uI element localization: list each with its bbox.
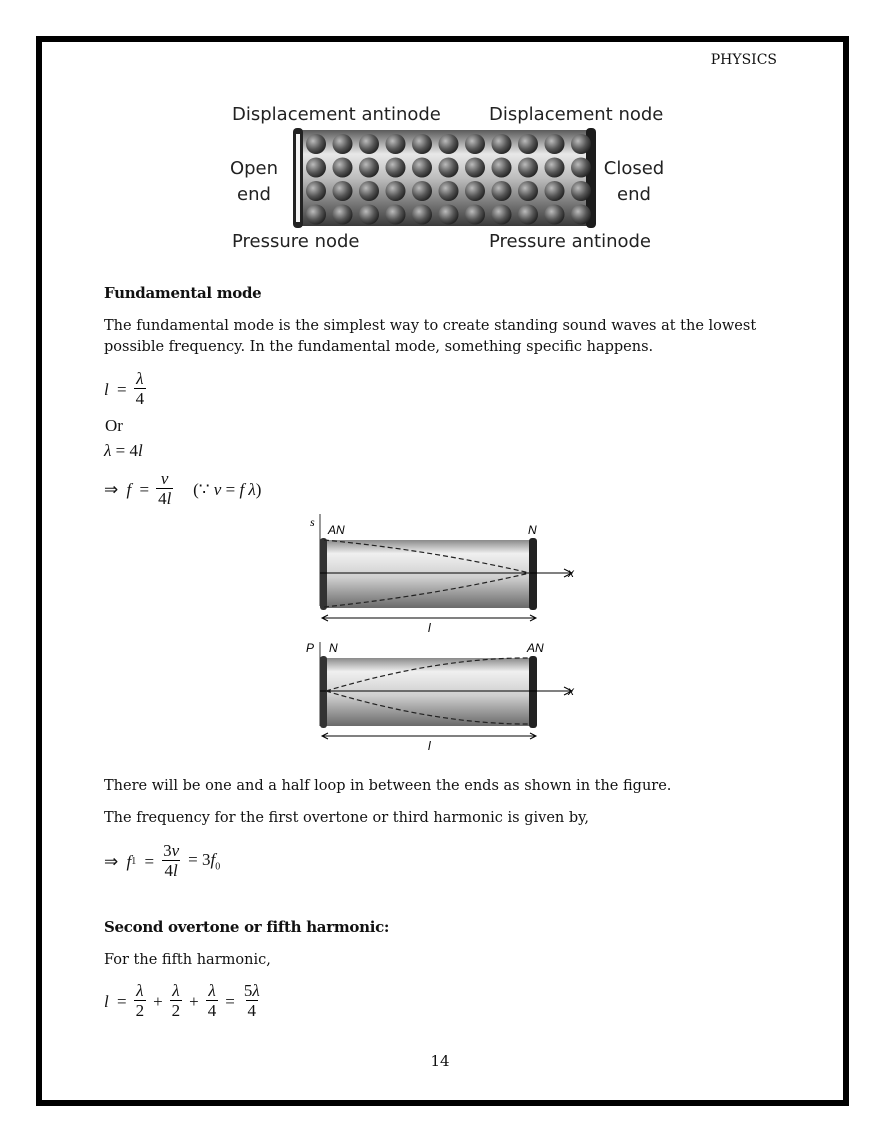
paragraph-loops: There will be one and a half loop in between the ends as shown in the figure.	[104, 778, 672, 794]
particle	[333, 205, 353, 225]
top-node-label: N	[528, 523, 537, 537]
particle	[412, 205, 432, 225]
particle	[518, 158, 538, 178]
particle	[439, 181, 459, 201]
bottom-length-label: l	[428, 739, 431, 753]
top-axis-x-label: x	[568, 566, 574, 580]
heading-fundamental-mode: Fundamental mode	[104, 284, 262, 302]
label-closed-end	[598, 156, 670, 208]
particle	[571, 134, 591, 154]
particle	[439, 134, 459, 154]
particle	[571, 181, 591, 201]
particle	[359, 134, 379, 154]
label-pressure-node: Pressure node	[232, 231, 360, 252]
or-text: Or	[105, 416, 123, 435]
particle	[359, 205, 379, 225]
particle	[306, 205, 326, 225]
particle	[412, 158, 432, 178]
particle	[306, 158, 326, 178]
equation-first-overtone: ⇒ f 1 = $\frac{3v}{4l}$ = $3f_0$	[104, 841, 221, 880]
particle	[386, 181, 406, 201]
particle	[386, 205, 406, 225]
particle	[359, 181, 379, 201]
closed-end-line1: Closed	[603, 158, 665, 179]
top-length-label: l	[428, 621, 431, 635]
particle	[386, 134, 406, 154]
particle	[333, 134, 353, 154]
particle	[518, 134, 538, 154]
particle	[492, 205, 512, 225]
particle	[465, 205, 485, 225]
equation-frequency: ⇒ f = $\frac{v}{4l}$ (∵ v = f λ)	[104, 469, 262, 508]
label-pressure-antinode: Pressure antinode	[489, 231, 651, 252]
paragraph-first-overtone: The frequency for the first overtone or third harmonic is given by,	[104, 810, 590, 826]
label-displacement-node: Displacement node	[489, 104, 664, 125]
particle	[545, 181, 565, 201]
equation-l-lambda-4: l = $\frac{\lambda}{4}$	[104, 369, 145, 408]
particle	[571, 158, 591, 178]
page-number: 14	[430, 1052, 450, 1070]
bottom-node-label: N	[329, 641, 338, 655]
tube-with-particles	[290, 126, 600, 230]
particle	[333, 181, 353, 201]
equation-lambda-4l: λ = 4l	[104, 441, 143, 460]
label-open-end	[222, 156, 286, 208]
axis-p-label: P	[306, 641, 315, 655]
particle	[545, 205, 565, 225]
particle	[492, 158, 512, 178]
closed-end-line2: end	[617, 184, 651, 205]
particle	[359, 158, 379, 178]
equation-fifth-harmonic: l = $\frac{\lambda}{2}$ + $\frac{\lambda}{2}$ + $\frac{\lambda}{4}$ = $\frac{5\lambda}{4}$	[104, 981, 260, 1020]
paragraph-fifth-harmonic: For the fifth harmonic,	[104, 952, 271, 968]
particle	[333, 158, 353, 178]
open-end-line2: end	[237, 184, 271, 205]
particle	[386, 158, 406, 178]
particle	[571, 205, 591, 225]
label-displacement-antinode: Displacement antinode	[232, 104, 441, 125]
particle	[439, 158, 459, 178]
particle	[412, 181, 432, 201]
particle	[518, 181, 538, 201]
particle	[412, 134, 432, 154]
particle	[306, 134, 326, 154]
particle	[439, 205, 459, 225]
particle	[492, 181, 512, 201]
particle	[465, 158, 485, 178]
top-antinode-label: AN	[328, 523, 345, 537]
particle	[518, 205, 538, 225]
open-end-line1: Open	[229, 158, 279, 179]
bottom-antinode-label: AN	[527, 641, 544, 655]
particle	[545, 158, 565, 178]
top-pipe	[324, 540, 534, 608]
standing-wave-diagram	[300, 514, 590, 754]
particle	[545, 134, 565, 154]
heading-second-overtone: Second overtone or fifth harmonic:	[104, 918, 390, 936]
header-subject: PHYSICS	[710, 52, 777, 68]
particle	[306, 181, 326, 201]
particle	[465, 181, 485, 201]
particle	[492, 134, 512, 154]
particle	[465, 134, 485, 154]
axis-s-label: s	[310, 515, 315, 529]
bottom-axis-x-label: x	[568, 684, 574, 698]
paragraph-fundamental-mode: The fundamental mode is the simplest way to create standing sound waves at the lowest possible frequency. In the fundamental mode, something specific happens.	[104, 318, 757, 355]
